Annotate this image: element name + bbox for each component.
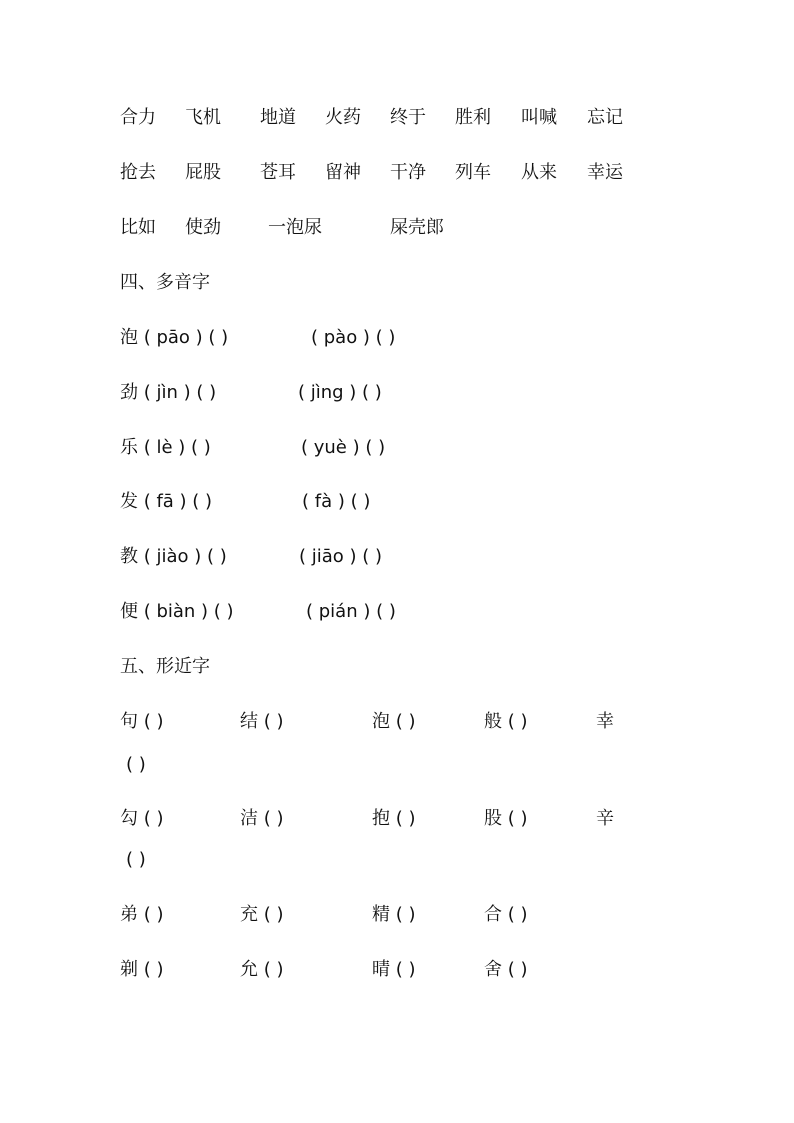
polyphone-reading-a: 劲 ( jìn ) ( ): [120, 382, 217, 403]
polyphone-reading-b: ( yuè ) ( ): [301, 437, 386, 458]
vocab-word: 飞机: [185, 107, 221, 128]
polyphone-row: [0, 378, 794, 408]
similar-char-row-wrap: [0, 845, 794, 875]
similar-char-item: 舍 ( ): [484, 959, 528, 980]
vocab-word: 一泡尿: [268, 217, 322, 238]
section-5-heading: [0, 652, 794, 682]
similar-char-item: 股 ( ): [484, 808, 528, 829]
similar-char-item: 句 ( ): [120, 711, 164, 732]
vocab-row-1: [0, 103, 794, 133]
vocab-word: 胜利: [455, 107, 491, 128]
similar-char-item: 晴 ( ): [372, 959, 416, 980]
vocab-word: 列车: [455, 162, 491, 183]
similar-char-item: 弟 ( ): [120, 904, 164, 925]
similar-char-item: 辛: [596, 808, 614, 829]
polyphone-reading-b: ( pián ) ( ): [306, 601, 396, 622]
similar-char-item: 般 ( ): [484, 711, 528, 732]
polyphone-reading-b: ( fà ) ( ): [302, 491, 371, 512]
vocab-word: 屎壳郎: [390, 217, 444, 238]
vocab-word: 从来: [521, 162, 557, 183]
vocab-word: 苍耳: [260, 162, 296, 183]
vocab-word: 终于: [390, 107, 426, 128]
vocab-row-2: [0, 158, 794, 188]
vocab-word: 干净: [390, 162, 426, 183]
section-4-heading: [0, 268, 794, 298]
vocab-word: 使劲: [185, 217, 221, 238]
similar-char-item: 幸: [596, 711, 614, 732]
vocab-word: 地道: [260, 107, 296, 128]
polyphone-row: [0, 487, 794, 517]
similar-char-item: 精 ( ): [372, 904, 416, 925]
similar-char-row: [0, 900, 794, 930]
vocab-word: 叫喊: [521, 107, 557, 128]
similar-char-item: 抱 ( ): [372, 808, 416, 829]
vocab-row-3: [0, 213, 794, 243]
polyphone-reading-a: 乐 ( lè ) ( ): [120, 437, 211, 458]
section-title: 五、形近字: [120, 656, 210, 677]
vocab-word: 屁股: [185, 162, 221, 183]
similar-char-row: [0, 955, 794, 985]
similar-char-item: 勾 ( ): [120, 808, 164, 829]
similar-char-item: 合 ( ): [484, 904, 528, 925]
similar-char-row: [0, 707, 794, 737]
vocab-word: 合力: [120, 107, 156, 128]
similar-char-item: 洁 ( ): [240, 808, 284, 829]
vocab-word: 忘记: [587, 107, 623, 128]
similar-char-item: ( ): [126, 754, 146, 775]
similar-char-item: 剃 ( ): [120, 959, 164, 980]
similar-char-item: ( ): [126, 849, 146, 870]
similar-char-item: 泡 ( ): [372, 711, 416, 732]
polyphone-row: [0, 542, 794, 572]
similar-char-row: [0, 804, 794, 834]
similar-char-item: 允 ( ): [240, 959, 284, 980]
vocab-word: 留神: [325, 162, 361, 183]
polyphone-reading-b: ( pào ) ( ): [311, 327, 396, 348]
polyphone-reading-b: ( jiāo ) ( ): [299, 546, 383, 567]
vocab-word: 火药: [325, 107, 361, 128]
polyphone-row: [0, 597, 794, 627]
polyphone-reading-a: 泡 ( pāo ) ( ): [120, 327, 229, 348]
polyphone-reading-a: 教 ( jiào ) ( ): [120, 546, 227, 567]
polyphone-row: [0, 323, 794, 353]
section-title: 四、多音字: [120, 272, 210, 293]
similar-char-item: 充 ( ): [240, 904, 284, 925]
polyphone-reading-a: 发 ( fā ) ( ): [120, 491, 213, 512]
vocab-word: 抢去: [120, 162, 156, 183]
polyphone-row: [0, 433, 794, 463]
polyphone-reading-b: ( jìng ) ( ): [298, 382, 382, 403]
vocab-word: 幸运: [587, 162, 623, 183]
polyphone-reading-a: 便 ( biàn ) ( ): [120, 601, 234, 622]
similar-char-row-wrap: [0, 750, 794, 780]
vocab-word: 比如: [120, 217, 156, 238]
similar-char-item: 结 ( ): [240, 711, 284, 732]
